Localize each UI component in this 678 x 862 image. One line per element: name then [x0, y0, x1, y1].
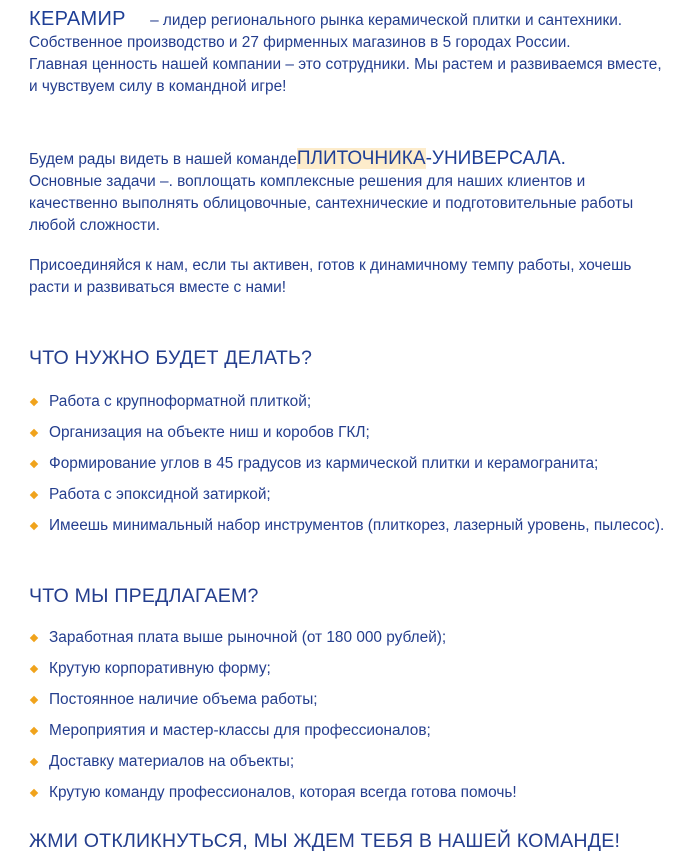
main-tasks: Основные задачи –. воплощать комплексные решения для наших клиентов и качественно выполнять облицовочные, сантехнические и подготовительные работы любой сложности.	[29, 173, 634, 234]
diamond-bullet-icon	[30, 665, 38, 673]
diamond-bullet-icon	[30, 758, 38, 766]
diamond-bullet-icon	[30, 491, 38, 499]
list-item: Крутую корпоративную форму;	[29, 658, 669, 680]
role-highlight: ПЛИТОЧНИКА	[296, 148, 426, 169]
list-item: Заработная плата выше рыночной (от 180 000 рублей);	[29, 627, 669, 649]
diamond-bullet-icon	[30, 398, 38, 406]
list-item: Работа с крупноформатной плиткой;	[29, 391, 669, 413]
offer-list	[29, 627, 669, 813]
diamond-bullet-icon	[30, 696, 38, 704]
diamond-bullet-icon	[30, 460, 38, 468]
call-to-action: ЖМИ ОТКЛИКНУТЬСЯ, МЫ ЖДЕМ ТЕБЯ В НАШЕЙ КОМАНДЕ!	[29, 830, 621, 852]
list-item: Доставку материалов на объекты;	[29, 751, 669, 773]
company-tagline: – лидер регионального рынка керамической плитки и сантехники.	[145, 12, 623, 29]
company-values: Главная ценность нашей компании – это сотрудники. Мы растем и развиваемся вместе, и чувствуем силу в командной игре!	[29, 56, 662, 95]
diamond-bullet-icon	[30, 429, 38, 437]
list-item: Имеешь минимальный набор инструментов (плиткорез, лазерный уровень, пылесос).	[29, 515, 669, 537]
diamond-bullet-icon	[30, 727, 38, 735]
offer-title: ЧТО МЫ ПРЕДЛАГАЕМ?	[29, 585, 259, 607]
list-item: Формирование углов в 45 градусов из кармической плитки и керамогранита;	[29, 453, 669, 475]
invitation-prefix: Будем рады видеть в нашей команде	[29, 151, 297, 168]
join-paragraph	[29, 255, 669, 299]
company-name: КЕРАМИР	[29, 8, 126, 30]
duties-list	[29, 391, 669, 546]
diamond-bullet-icon	[30, 522, 38, 530]
duties-title: ЧТО НУЖНО БУДЕТ ДЕЛАТЬ?	[29, 347, 313, 369]
diamond-bullet-icon	[30, 634, 38, 642]
diamond-bullet-icon	[30, 789, 38, 797]
list-item: Постоянное наличие объема работы;	[29, 689, 669, 711]
company-intro	[29, 8, 669, 98]
list-item: Мероприятия и мастер-классы для профессионалов;	[29, 720, 669, 742]
role-suffix: -УНИВЕРСАЛА.	[425, 148, 566, 169]
invitation	[29, 148, 669, 237]
list-item: Организация на объекте ниш и коробов ГКЛ;	[29, 422, 669, 444]
list-item: Работа с эпоксидной затиркой;	[29, 484, 669, 506]
list-item: Крутую команду профессионалов, которая всегда готова помочь!	[29, 782, 669, 804]
join-text: Присоединяйся к нам, если ты активен, готов к динамичному темпу работы, хочешь расти и развиваться вместе с нами!	[29, 257, 632, 296]
company-production: Собственное производство и 27 фирменных магазинов в 5 городах России.	[29, 34, 571, 51]
